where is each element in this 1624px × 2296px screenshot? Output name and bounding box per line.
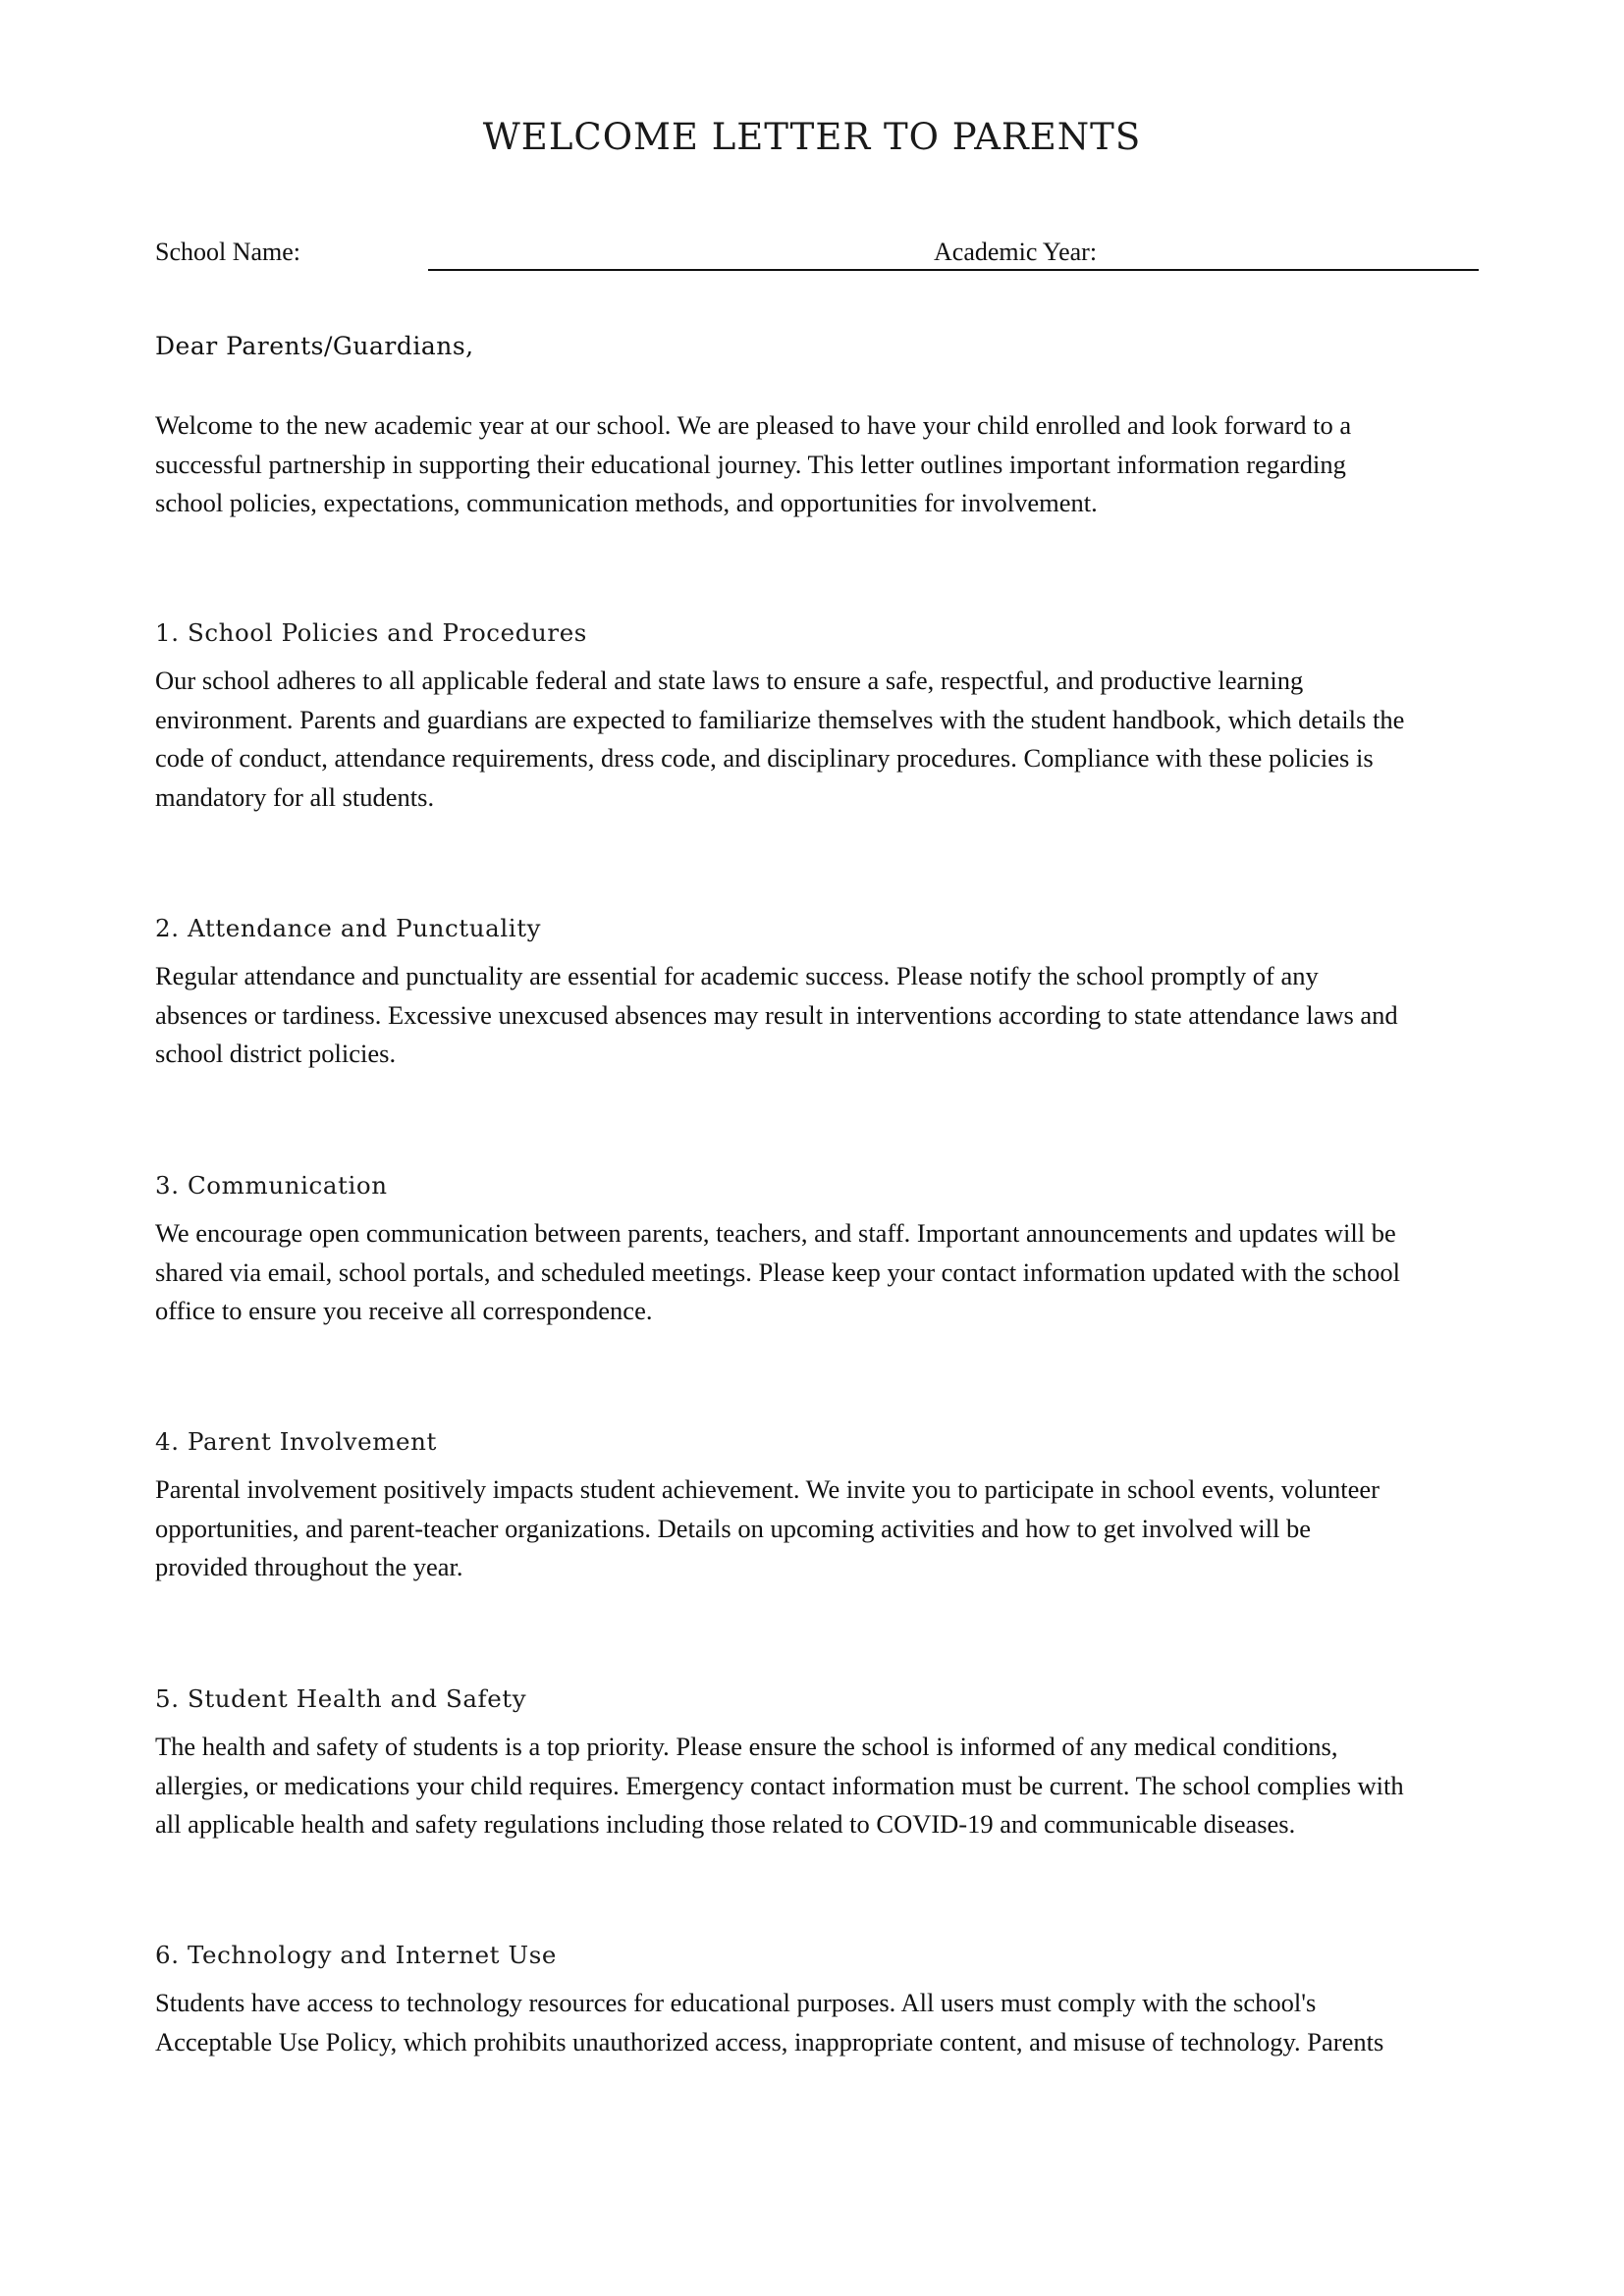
paragraph-line: provided throughout the year. — [155, 1552, 463, 1581]
paragraph-line: office to ensure you receive all correspondence. — [155, 1296, 653, 1325]
paragraph-line: successful partnership in supporting their educational journey. This letter outlines important information regarding — [155, 449, 1346, 479]
paragraph-line: environment. Parents and guardians are expected to familiarize themselves with the student handbook, which details the — [155, 704, 1405, 734]
paragraph-line: The health and safety of students is a top priority. Please ensure the school is informed of any medical conditions, — [155, 1732, 1338, 1761]
page-title: WELCOME LETTER TO PARENTS — [482, 116, 1142, 158]
section-heading: 4. Parent Involvement — [155, 1427, 437, 1456]
section-parent-involvement — [155, 1425, 1481, 1587]
paragraph-line: Our school adheres to all applicable federal and state laws to ensure a safe, respectful, and productive learning — [155, 666, 1304, 695]
paragraph-line: We encourage open communication between parents, teachers, and staff. Important announcements and updates will be — [155, 1218, 1396, 1248]
section-health-safety — [155, 1682, 1481, 1844]
section-heading: 5. Student Health and Safety — [155, 1684, 527, 1713]
paragraph-line: Parental involvement positively impacts student achievement. We invite you to participate in school events, volunteer — [155, 1474, 1380, 1504]
paragraph-line: Acceptable Use Policy, which prohibits unauthorized access, inappropriate content, and misuse of technology. Parents — [155, 2026, 1384, 2056]
paragraph-line: Welcome to the new academic year at our school. We are pleased to have your child enrolled and look forward to a — [155, 410, 1352, 440]
paragraph-line: school district policies. — [155, 1039, 397, 1068]
paragraph-line: allergies, or medications your child requires. Emergency contact information must be current. The school complies with — [155, 1770, 1404, 1800]
greeting: Dear Parents/Guardians, — [155, 332, 474, 360]
paragraph-line: mandatory for all students. — [155, 781, 435, 812]
paragraph-line: Regular attendance and punctuality are essential for academic success. Please notify the school promptly of any — [155, 961, 1319, 990]
section-heading: 2. Attendance and Punctuality — [155, 914, 542, 942]
section-communication — [155, 1169, 1481, 1331]
paragraph-line: code of conduct, attendance requirements, dress code, and disciplinary procedures. Compliance with these policies is — [155, 743, 1374, 773]
section-school-policies — [155, 616, 1481, 817]
section-heading: 3. Communication — [155, 1171, 388, 1200]
paragraph-line: all applicable health and safety regulations including those related to COVID-19 and communicable diseases. — [155, 1809, 1296, 1839]
paragraph-line: shared via email, school portals, and scheduled meetings. Please keep your contact information updated with the school — [155, 1256, 1400, 1287]
intro-paragraph — [155, 406, 1481, 523]
academic-year-label: Academic Year: — [934, 238, 1098, 266]
paragraph-line: opportunities, and parent-teacher organizations. Details on upcoming activities and how to get involved will be — [155, 1513, 1311, 1543]
fill-in-line — [428, 269, 1479, 271]
header-fields — [155, 234, 1479, 275]
section-attendance — [155, 912, 1481, 1074]
section-heading: 1. School Policies and Procedures — [155, 618, 587, 647]
paragraph-line: school policies, expectations, communication methods, and opportunities for involvement. — [155, 488, 1098, 517]
paragraph-line: absences or tardiness. Excessive unexcused absences may result in interventions according to state attendance laws and — [155, 999, 1398, 1030]
school-name-label: School Name: — [155, 238, 301, 266]
section-heading: 6. Technology and Internet Use — [155, 1941, 558, 1969]
paragraph-line: Students have access to technology resources for educational purposes. All users must comply with the school's — [155, 1988, 1317, 2017]
section-technology — [155, 1939, 1481, 2061]
